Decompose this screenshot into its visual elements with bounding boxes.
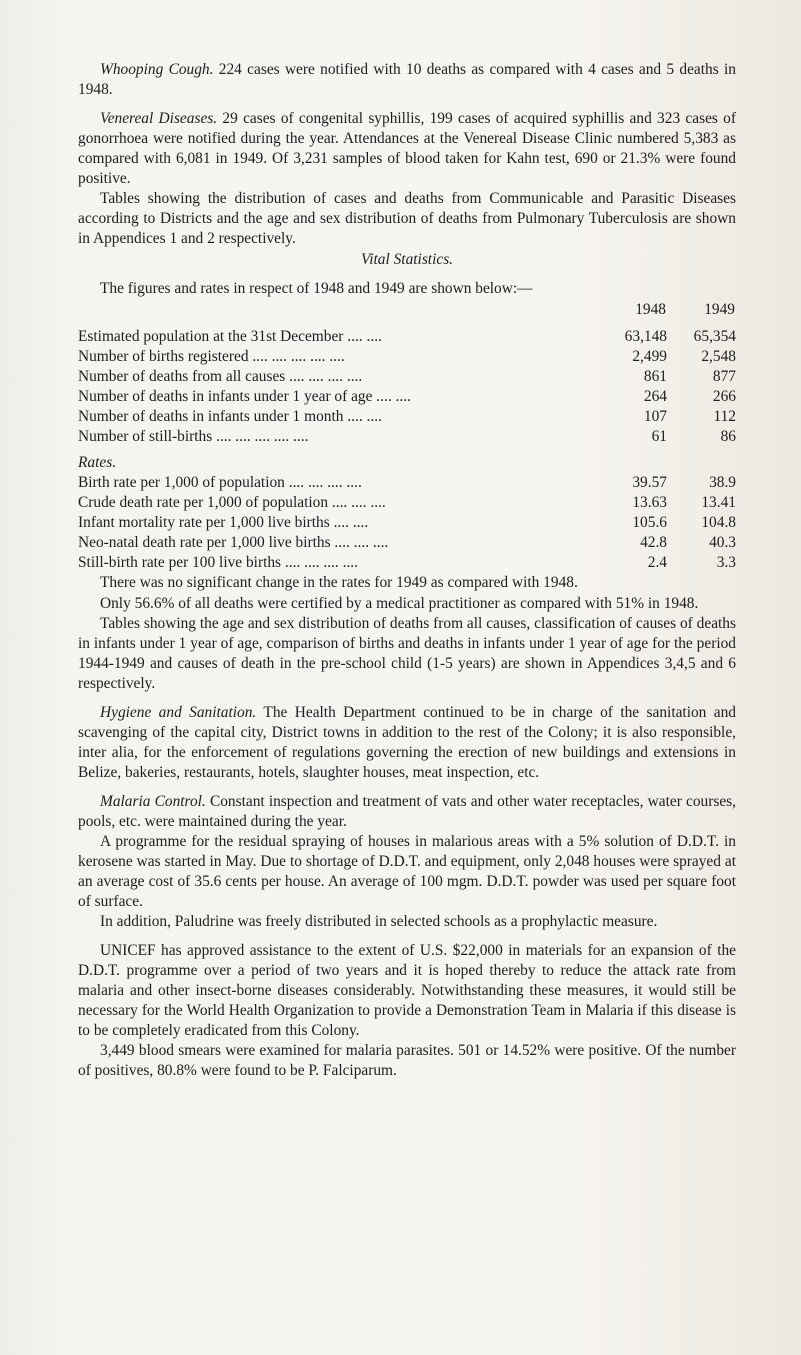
hygiene-text: The Health Department continued to be in charge of the sanitation and scavenging of the capital city, District towns in addition to the rest of the Colony; it is also responsible, inter alia, for the enforcement of regulations governing the erection of new buildings and extensions in Belize, bakeries, restaurants, hotels, slaughter houses, meat inspection, etc. bbox=[78, 704, 736, 781]
malaria-paragraph bbox=[78, 792, 736, 832]
value-1949: 2,548 bbox=[701, 348, 736, 365]
venereal-text: 29 cases of congenital syphillis, 199 cases of acquired syphillis and 323 cases of gonorrhoea were notified during the year. Attendances at the Venereal Disease Clinic numbered 5,383 as compared with 6,081 in 1949. Of 3,231 samples of blood taken for Kahn test, 690 or 21.3% were found positive. bbox=[78, 110, 736, 187]
unicef-paragraph: UNICEF has approved assistance to the extent of U.S. $22,000 in materials for an expansion of the D.D.T. programme over a period of two years and it is hoped thereby to reduce the attack rate from malaria and other insect-borne diseases considerably. Notwithstanding these measures, it would still be necessary for the World Health Organization to provide a Demonstration Team in Malaria if this disease is to be completely eradicated from this Colony. bbox=[78, 942, 736, 1039]
no-change-paragraph: There was no significant change in the rates for 1949 as compared with 1948. bbox=[100, 574, 578, 591]
row-label: Number of deaths in infants under 1 year of age .... .... bbox=[78, 388, 411, 405]
row-label: Number of births registered .... .... .... .... .... bbox=[78, 348, 345, 365]
value-1948: 42.8 bbox=[640, 534, 667, 551]
row-label: Still-birth rate per 100 live births .... .... .... .... bbox=[78, 554, 358, 571]
blood-smears-paragraph: 3,449 blood smears were examined for malaria parasites. 501 or 14.52% were positive. Of the number of positives, 80.8% were found to be P. Falciparum. bbox=[78, 1042, 736, 1079]
table-row bbox=[78, 407, 736, 427]
whooping-cough-text: 224 cases were notified with 10 deaths as compared with 4 cases and 5 deaths in 1948. bbox=[78, 61, 736, 98]
vital-statistics-heading: Vital Statistics. bbox=[360, 251, 454, 268]
value-1948: 264 bbox=[643, 388, 667, 405]
value-1949: 86 bbox=[720, 428, 736, 445]
value-1948: 13.63 bbox=[632, 494, 667, 511]
row-label: Estimated population at the 31st December .... .... bbox=[78, 328, 382, 345]
value-1948: 105.6 bbox=[632, 514, 667, 531]
table-row bbox=[78, 553, 736, 573]
tables-appendix-paragraph: Tables showing the distribution of cases and deaths from Communicable and Parasitic Diseases according to Districts and the age and sex distribution of deaths from Pulmonary Tuberculosis are shown in Appendices 1 and 2 respectively. bbox=[78, 190, 736, 247]
table-row bbox=[78, 473, 736, 493]
whooping-cough-paragraph bbox=[78, 60, 736, 100]
programme-paragraph: A programme for the residual spraying of houses in malarious areas with a 5% solution of D.D.T. in kerosene was started in May. Due to shortage of D.D.T. and equipment, only 2,048 houses were sprayed at an average cost of 35.6 cents per house. An average of 100 mgm. D.D.T. powder was used per square foot of surface. bbox=[78, 833, 736, 910]
malaria-text: Constant inspection and treatment of vats and other water receptacles, water courses, pools, etc. were maintained during the year. bbox=[78, 793, 736, 830]
venereal-title: Venereal Diseases. bbox=[100, 110, 218, 127]
value-1949: 104.8 bbox=[701, 514, 736, 531]
row-label: Birth rate per 1,000 of population .... .... .... .... bbox=[78, 474, 362, 491]
row-label: Infant mortality rate per 1,000 live births .... .... bbox=[78, 514, 369, 531]
value-1948: 107 bbox=[643, 408, 667, 425]
value-1949: 13.41 bbox=[701, 494, 736, 511]
value-1949: 266 bbox=[712, 388, 736, 405]
malaria-title: Malaria Control. bbox=[100, 793, 206, 810]
value-1949: 38.9 bbox=[709, 474, 736, 491]
figures-intro: The figures and rates in respect of 1948 and 1949 are shown below:— bbox=[100, 280, 533, 297]
value-1948: 63,148 bbox=[624, 328, 667, 345]
value-1948: 2,499 bbox=[632, 348, 667, 365]
row-label: Crude death rate per 1,000 of population .... .... .... bbox=[78, 494, 386, 511]
table-row bbox=[78, 387, 736, 407]
value-1949: 877 bbox=[712, 368, 736, 385]
rates-heading: Rates. bbox=[78, 454, 117, 471]
whooping-cough-title: Whooping Cough. bbox=[100, 61, 214, 78]
table-row bbox=[78, 493, 736, 513]
value-1948: 61 bbox=[651, 428, 667, 445]
row-label: Number of deaths in infants under 1 month .... .... bbox=[78, 408, 382, 425]
table-row bbox=[78, 533, 736, 553]
value-1949: 112 bbox=[713, 408, 736, 425]
table-header-row bbox=[78, 299, 736, 321]
value-1949: 3.3 bbox=[716, 554, 736, 571]
value-1949: 40.3 bbox=[709, 534, 736, 551]
row-label: Number of deaths from all causes .... .... .... .... bbox=[78, 368, 363, 385]
table-row bbox=[78, 347, 736, 367]
table-row bbox=[78, 367, 736, 387]
vital-statistics-table bbox=[78, 299, 736, 573]
table-row bbox=[78, 327, 736, 347]
value-1948: 861 bbox=[643, 368, 667, 385]
value-1948: 39.57 bbox=[632, 474, 667, 491]
document-body bbox=[78, 60, 736, 1081]
table-row bbox=[78, 513, 736, 533]
hygiene-paragraph bbox=[78, 703, 736, 783]
hygiene-title: Hygiene and Sanitation. bbox=[100, 704, 257, 721]
table-row bbox=[78, 427, 736, 447]
rates-heading-row bbox=[78, 447, 736, 473]
row-label: Number of still-births .... .... .... .... .... bbox=[78, 428, 309, 445]
tables-age-paragraph: Tables showing the age and sex distribution of deaths from all causes, classification of causes of deaths in infants under 1 year of age, comparison of births and deaths in infants under 1 year of age for the period 1944-1949 and causes of death in the pre-school child (1-5 years) are shown in Appendices 3,4,5 and 6 respectively. bbox=[78, 615, 736, 692]
certified-paragraph: Only 56.6% of all deaths were certified by a medical practitioner as compared with 51% in 1948. bbox=[100, 595, 699, 612]
row-label: Neo-natal death rate per 1,000 live births .... .... .... bbox=[78, 534, 389, 551]
venereal-paragraph bbox=[78, 109, 736, 189]
year-1948-header: 1948 bbox=[635, 301, 666, 318]
value-1949: 65,354 bbox=[693, 328, 736, 345]
paludrine-paragraph: In addition, Paludrine was freely distributed in selected schools as a prophylactic measure. bbox=[100, 913, 658, 930]
value-1948: 2.4 bbox=[647, 554, 667, 571]
year-1949-header: 1949 bbox=[704, 301, 735, 318]
